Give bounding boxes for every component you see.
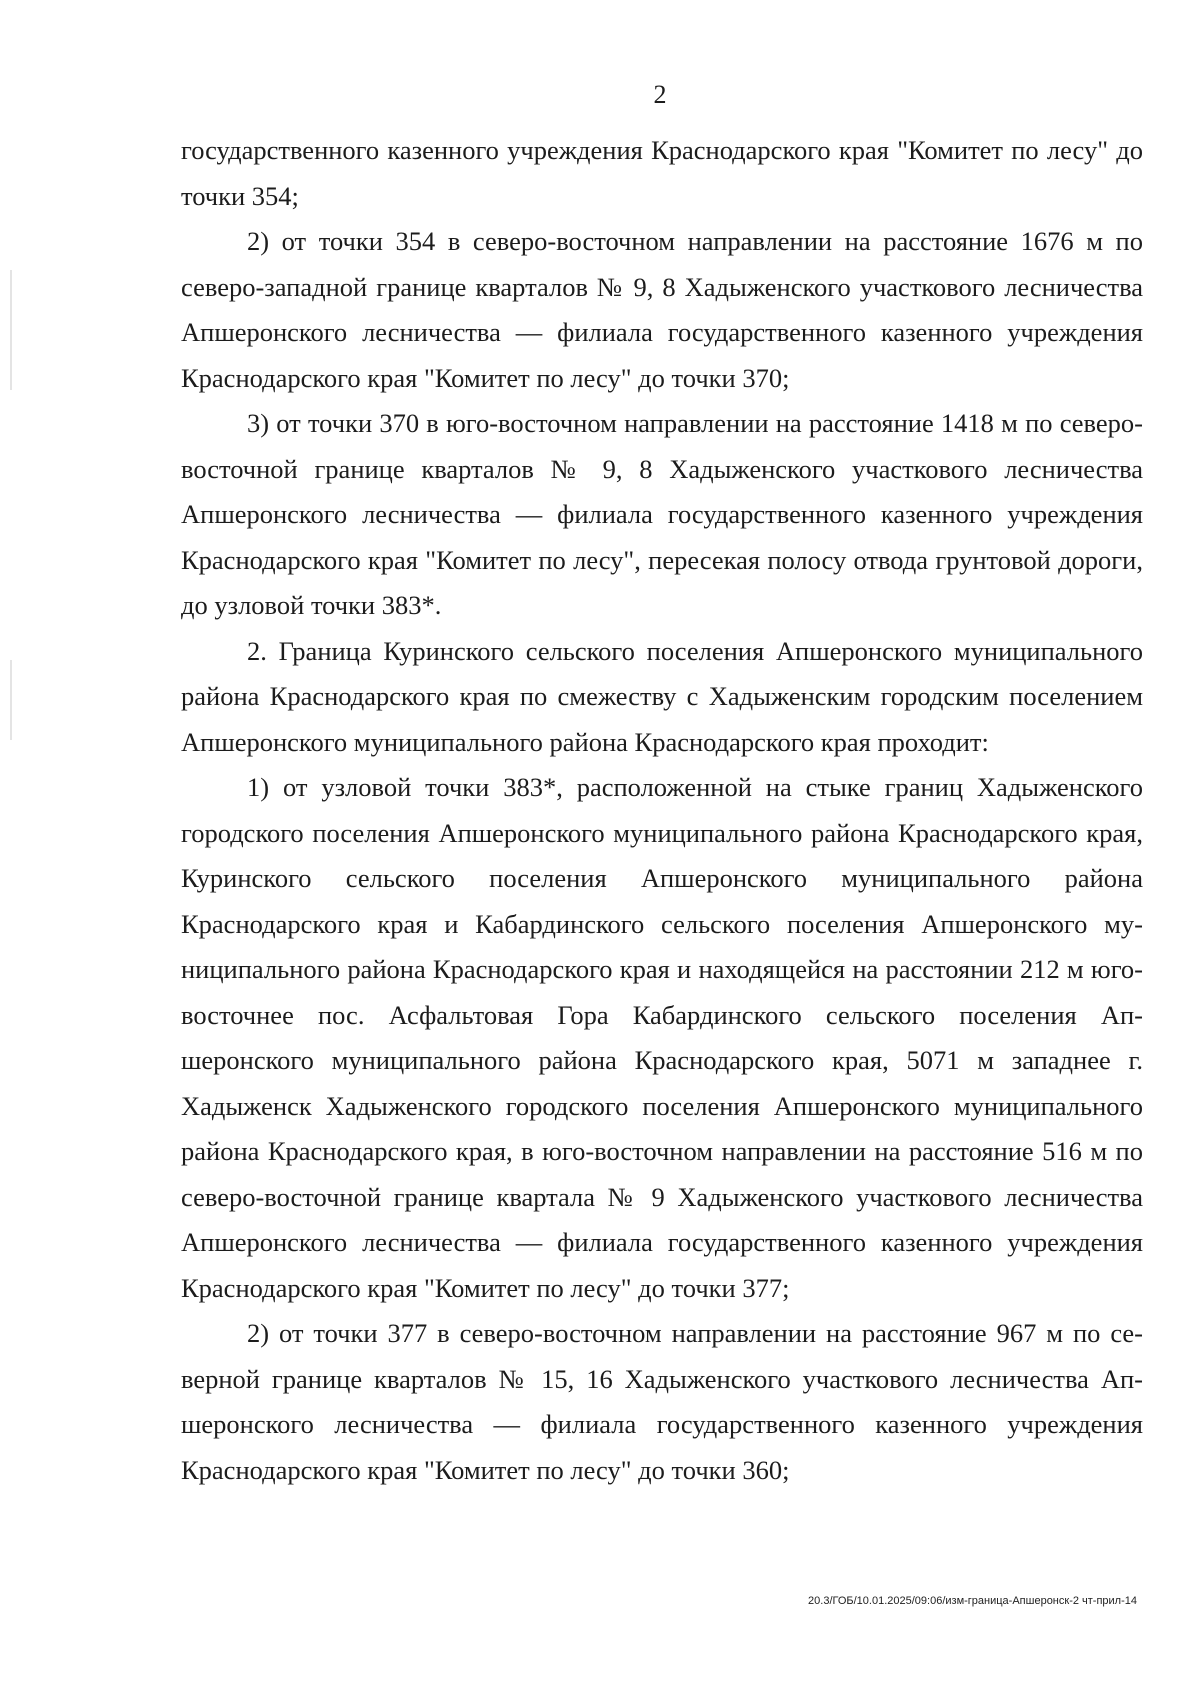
- document-body: [181, 128, 1143, 1493]
- scan-artifact: [10, 270, 12, 390]
- paragraph-item-1-3: 3) от точки 370 в юго-восточном направлении на расстояние 1418 м по северо-восточной границе кварталов № 9, 8 Хадыженского участкового лесничества Апшеронского лесничества — филиала государственного казенного учреждения Краснодарского края "Комитет по лесу", пересекая полосу отвода грунтовой дороги, до узловой точки 383*.: [181, 408, 1143, 620]
- document-footer-code: 20.3/ГОБ/10.01.2025/09:06/изм-граница-Апшеронск-2 чт-прил-14: [808, 1595, 1137, 1607]
- paragraph-section-2: 2. Граница Куринского сельского поселения Апшеронского муниципального района Краснодарского края по смежеству с Хадыженским городским поселением Апшеронского муниципального района Краснодарского края проходит:: [181, 635, 1143, 757]
- paragraph-item-1-2: 2) от точки 354 в северо-восточном направлении на расстояние 1676 м по северо-западной границе кварталов № 9, 8 Хадыженского участкового лесничества Апшеронского лесничества — филиала государственного казенного учреждения Краснодарского края "Комитет по лесу" до точки 370;: [181, 226, 1143, 393]
- paragraph-item-2-1: 1) от узловой точки 383*, расположенной на стыке границ Хадыженского городского поселения Апшеронского муниципального района Краснодарского края, Куринского сельского поселения Апшеронского муниципального района Краснодарского края и Кабардинского сельского поселения Апшеронского муниципального района Краснодарского края и находящейся на расстоянии 212 м юго-восточнее пос. Асфальтовая Гора Кабардинского сельского поселения Апшеронского муниципального района Краснодарского края, 5071 м западнее г. Хадыженск Хадыженского городского поселения Апшеронского муниципального района Краснодарского края, в юго-восточном направлении на расстояние 516 м по северо-восточной границе квартала № 9 Хадыженского участкового лесничества Апшеронского лесничества — филиала государственного казенного учреждения Краснодарского края "Комитет по лесу" до точки 377;: [181, 772, 1143, 1303]
- paragraph-item-2-2: 2) от точки 377 в северо-восточном направлении на расстояние 967 м по северной границе кварталов № 15, 16 Хадыженского участкового лесничества Апшеронского лесничества — филиала государственного казенного учреждения Краснодарского края "Комитет по лесу" до точки 360;: [181, 1318, 1143, 1485]
- scan-artifact: [10, 660, 12, 740]
- page-number: 2: [653, 80, 667, 109]
- paragraph-continuation: государственного казенного учреждения Краснодарского края "Комитет по лесу" до точки 354;: [181, 135, 1143, 211]
